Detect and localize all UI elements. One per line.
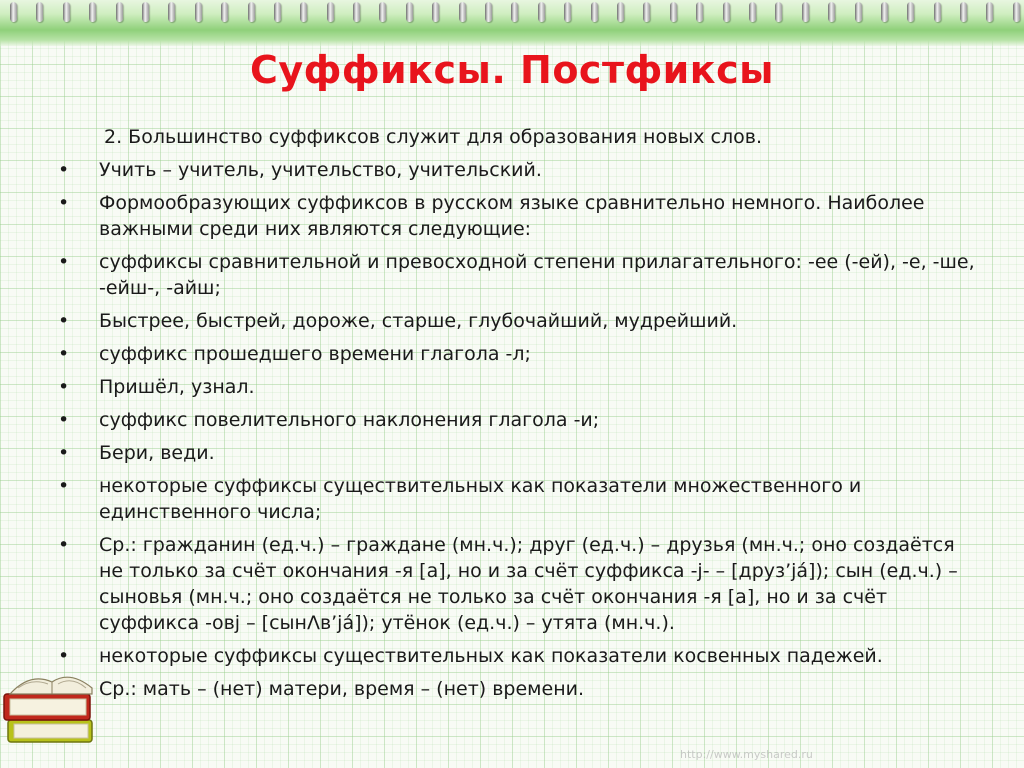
- bullet-marker: •: [58, 645, 70, 667]
- list-item: [58, 249, 978, 301]
- list-item-text: Быстрее, быстрей, дороже, старше, глубочайший, мудрейший.: [99, 310, 738, 332]
- spiral-ring: [221, 2, 228, 22]
- list-item: [58, 440, 978, 466]
- list-item: [58, 407, 978, 433]
- list-item-text: суффикс прошедшего времени глагола -л;: [99, 343, 531, 365]
- list-item: [58, 676, 978, 702]
- list-item: [58, 157, 978, 183]
- list-item-text: некоторые суффиксы существительных как показатели косвенных падежей.: [99, 645, 883, 667]
- spiral-ring: [406, 2, 413, 22]
- list-item: [58, 473, 978, 525]
- list-item: [58, 532, 978, 636]
- spiral-ring: [327, 2, 334, 22]
- bullet-marker: •: [58, 376, 70, 398]
- notebook-header-band: [0, 0, 1024, 46]
- list-item: [58, 374, 978, 400]
- slide-title: Суффиксы. Постфиксы: [249, 48, 774, 92]
- list-item: [58, 190, 978, 242]
- spiral-ring: [591, 2, 598, 22]
- spiral-ring: [300, 2, 307, 22]
- bullet-marker: •: [58, 251, 70, 273]
- spiral-ring: [379, 2, 386, 22]
- spiral-ring: [195, 2, 202, 22]
- slide-content: [58, 124, 978, 709]
- bullet-marker: •: [58, 475, 70, 497]
- spiral-ring: [696, 2, 703, 22]
- spiral-ring: [802, 2, 809, 22]
- spiral-ring: [723, 2, 730, 22]
- spiral-ring: [10, 2, 17, 22]
- spiral-ring: [828, 2, 835, 22]
- spiral-ring: [855, 2, 862, 22]
- spiral-ring: [63, 2, 70, 22]
- spiral-ring: [670, 2, 677, 22]
- source-watermark: http://www.myshared.ru: [680, 748, 813, 761]
- spiral-ring: [353, 2, 360, 22]
- bullet-marker: •: [58, 409, 70, 431]
- spiral-ring: [248, 2, 255, 22]
- spiral-ring: [907, 2, 914, 22]
- spiral-ring: [617, 2, 624, 22]
- spiral-ring: [459, 2, 466, 22]
- spiral-ring: [274, 2, 281, 22]
- list-item-text: Ср.: мать – (нет) матери, время – (нет) времени.: [99, 678, 585, 700]
- spiral-ring: [749, 2, 756, 22]
- stack-of-books-icon: [0, 648, 100, 752]
- intro-line: 2. Большинство суффиксов служит для образования новых слов.: [104, 126, 763, 148]
- spiral-ring: [116, 2, 123, 22]
- spiral-ring: [485, 2, 492, 22]
- spiral-ring: [934, 2, 941, 22]
- bullet-marker: •: [58, 159, 70, 181]
- list-item-text: Пришёл, узнал.: [99, 376, 255, 398]
- spiral-ring: [432, 2, 439, 22]
- list-item: [58, 341, 978, 367]
- list-item: [58, 643, 978, 669]
- bullet-marker: •: [58, 442, 70, 464]
- list-item-text: Учить – учитель, учительство, учительский.: [99, 159, 542, 181]
- spiral-ring: [881, 2, 888, 22]
- spiral-ring: [142, 2, 149, 22]
- list-item-text: суффикс повелительного наклонения глагола -и;: [99, 409, 600, 431]
- spiral-ring: [89, 2, 96, 22]
- bullet-marker: •: [58, 192, 70, 214]
- spiral-ring: [960, 2, 967, 22]
- list-item: [58, 308, 978, 334]
- notebook-spiral-binding: [10, 2, 1020, 24]
- bullet-marker: •: [58, 343, 70, 365]
- spiral-ring: [168, 2, 175, 22]
- spiral-ring: [1013, 2, 1020, 22]
- list-item-text: Бери, веди.: [99, 442, 215, 464]
- bullet-marker: •: [58, 534, 70, 556]
- spiral-ring: [775, 2, 782, 22]
- bullet-list: [58, 157, 978, 702]
- list-item-text: некоторые суффиксы существительных как показатели множественного и единственного числа;: [99, 475, 862, 523]
- spiral-ring: [643, 2, 650, 22]
- spiral-ring: [986, 2, 993, 22]
- bullet-marker: •: [58, 310, 70, 332]
- spiral-ring: [564, 2, 571, 22]
- spiral-ring: [511, 2, 518, 22]
- list-item-text: Ср.: гражданин (ед.ч.) – граждане (мн.ч.); друг (ед.ч.) – друзья (мн.ч.; оно создаётся не только за счёт окончания -я [а], но и за счёт суффикса -j- – [друз’jа́]); сын (ед.ч.) – сыновья (мн.ч.; оно создаётся не только за счёт окончания -я [а], но и за счёт суффикса -овj – [сынΛв’jа́]); утёнок (ед.ч.) – утята (мн.ч.).: [99, 534, 958, 634]
- list-item-text: суффиксы сравнительной и превосходной степени прилагательного: -ее (-ей), -е, -ше, -ейш-, -айш;: [99, 251, 975, 299]
- spiral-ring: [36, 2, 43, 22]
- list-item-text: Формообразующих суффиксов в русском языке сравнительно немного. Наиболее важными среди них являются следующие:: [99, 192, 925, 240]
- spiral-ring: [538, 2, 545, 22]
